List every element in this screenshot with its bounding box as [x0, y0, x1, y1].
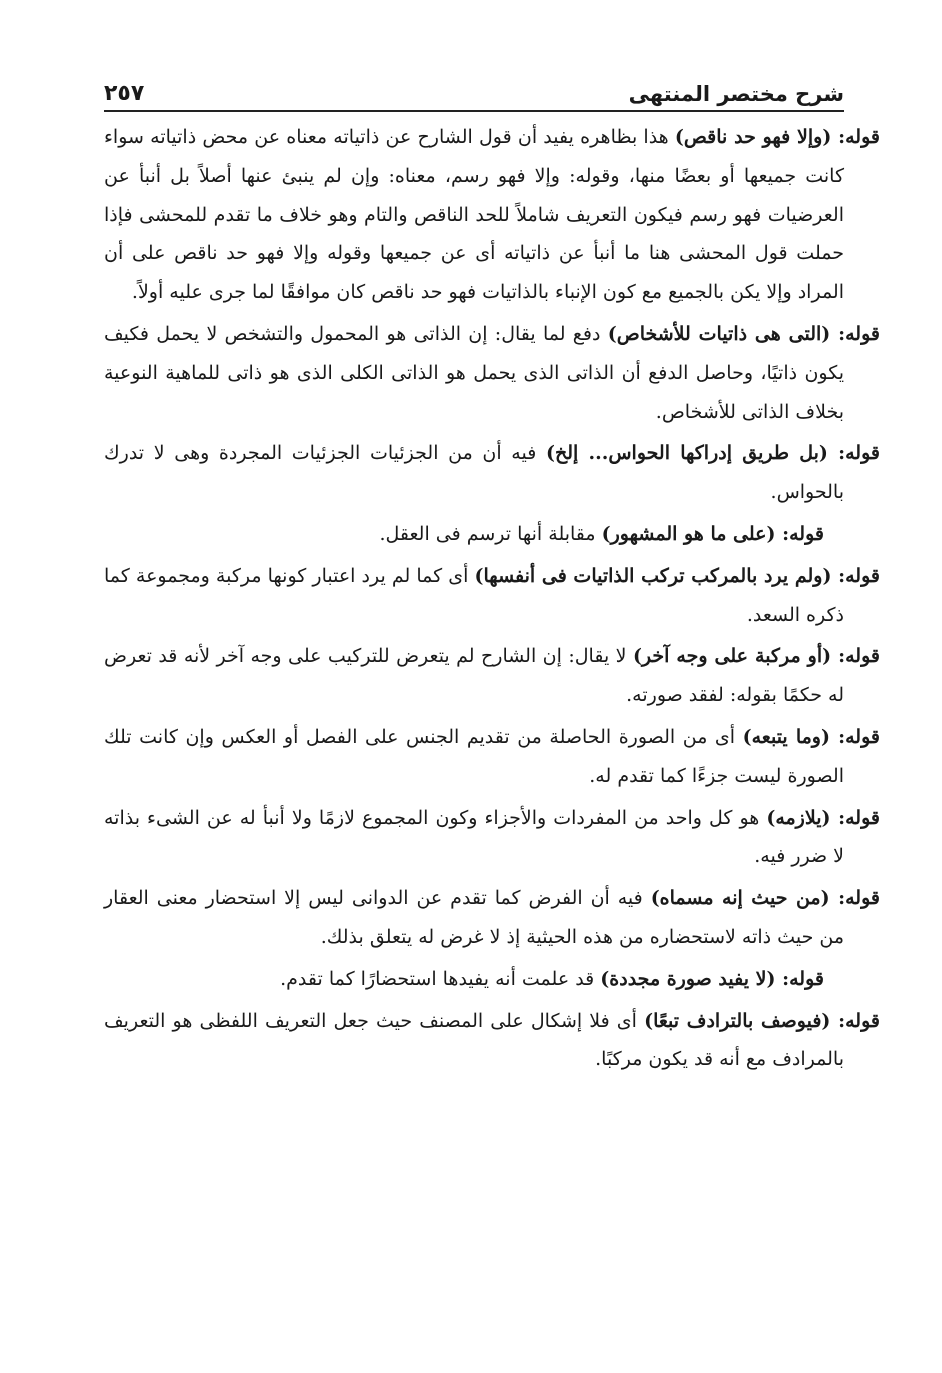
paragraph-text: هذا بظاهره يفيد أن قول الشارح عن ذاتياته معناه عن محض ذاتياته سواء كانت جميعها أو بعضًا منها، وقوله: وإلا فهو رسم، معناه: وإن لم ينبئ عنها أصلاً بل أنبأ عن العرضيات فهو رسم فيكون التعريف شاملاً للحد الناقص والتام وهو خلاف ما تقدم للمحشى فإذا حملت قول المحشى هنا ما أنبأ عن ذاتياته أى عن جميعها وقوله وإلا فهو حد ناقص على أن المراد وإلا يكن بالجميع مع كون الإنباء بالذاتيات فهو حد ناقص كان موافقًا لما جرى عليه أولاً. [104, 126, 844, 304]
paragraph-text: أى كما لم يرد اعتبار كونها مركبة ومجموعة كما ذكره السعد. [104, 564, 844, 626]
paragraph-text: لا يقال: إن الشارح لم يتعرض للتركيب على وجه آخر لأنه قد تعرض له حكمًا بقوله: لفقد صورته. [104, 645, 844, 707]
paragraph-lead: قوله: [831, 564, 880, 587]
quoted-phrase: (فيوصف بالترادف تبعًا) [644, 1009, 831, 1032]
quoted-phrase: (أو مركبة على وجه آخر) [632, 645, 832, 668]
book-title: شرح مختصر المنتهى [628, 82, 844, 106]
quoted-phrase: (وما يتبعه) [742, 725, 830, 748]
paragraph-text: هو كل واحد من المفردات والأجزاء وكون المجموع لازمًا ولا أنبأ له عن الشىء بذاته لا ضرر فيه. [104, 806, 844, 868]
quoted-phrase: (يلازمه) [766, 806, 831, 829]
quoted-phrase: (التى هى ذاتيات للأشخاص) [607, 322, 831, 345]
paragraph-lead: قوله: [775, 522, 824, 545]
paragraph-lead: قوله: [829, 887, 880, 910]
quoted-phrase: (لا يفيد صورة مجددة) [600, 967, 776, 990]
paragraph-text: قد علمت أنه يفيدها استحضارًا كما تقدم. [280, 967, 601, 990]
paragraph-text: أى فلا إشكال على المصنف حيث جعل التعريف اللفظى هو التعريف بالمرادف مع أنه قد يكون مركبًا. [104, 1009, 844, 1071]
quoted-phrase: (من حيث إنه مسماه) [650, 887, 830, 910]
commentary-paragraph [104, 637, 880, 715]
paragraph-lead: قوله: [775, 967, 824, 990]
page-number: ٢٥٧ [104, 81, 145, 106]
paragraph-lead: قوله: [831, 645, 880, 668]
paragraph-text: فيه أن الفرض كما تقدم عن الدوانى ليس إلا استحضار معنى العقار من حيث ذاته لاستحضاره من هذه الحيثية إذ لا غرض له يتعلق بذلك. [104, 887, 844, 948]
running-header [104, 72, 844, 112]
commentary-paragraph [104, 718, 880, 796]
quoted-phrase: (بل طريق إدراكها الحواس... إلخ) [545, 442, 828, 465]
commentary-paragraph [104, 557, 880, 635]
commentary-body [104, 118, 880, 1079]
commentary-paragraph [104, 879, 880, 957]
paragraph-text: أى من الصورة الحاصلة من تقديم الجنس على الفصل أو العكس وإن كانت تلك الصورة ليست جزءًا كما تقدم له. [104, 725, 844, 787]
paragraph-lead: قوله: [829, 725, 880, 748]
paragraph-lead: قوله: [830, 322, 880, 345]
paragraph-text: مقابلة أنها ترسم فى العقل. [379, 522, 602, 545]
quoted-phrase: (على ما هو المشهور) [601, 522, 776, 545]
commentary-paragraph [104, 434, 880, 512]
commentary-paragraph [104, 960, 844, 999]
paragraph-lead: قوله: [830, 806, 880, 829]
quoted-phrase: (وإلا فهو حد ناقص) [674, 126, 832, 148]
commentary-paragraph [104, 315, 880, 431]
paragraph-lead: قوله: [831, 126, 880, 148]
paragraph-lead: قوله: [830, 1009, 880, 1032]
quoted-phrase: (ولم يرد بالمركب تركب الذاتيات فى أنفسها) [474, 564, 832, 587]
paragraph-text: فيه أن من الجزئيات الجزئيات المجردة وهى لا تدرك بالحواس. [104, 442, 844, 504]
paragraph-text: دفع لما يقال: إن الذاتى هو المحمول والتشخص لا يحمل فكيف يكون ذاتيًا، وحاصل الدفع أن الذاتى الذى يحمل هو الذاتى الكلى الذى هو ذاتى للماهية النوعية بخلاف الذاتى للأشخاص. [104, 322, 844, 423]
commentary-paragraph [104, 118, 880, 312]
commentary-paragraph [104, 799, 880, 877]
commentary-paragraph [104, 515, 844, 554]
document-page [104, 72, 880, 1082]
paragraph-lead: قوله: [827, 442, 880, 465]
commentary-paragraph [104, 1002, 880, 1080]
